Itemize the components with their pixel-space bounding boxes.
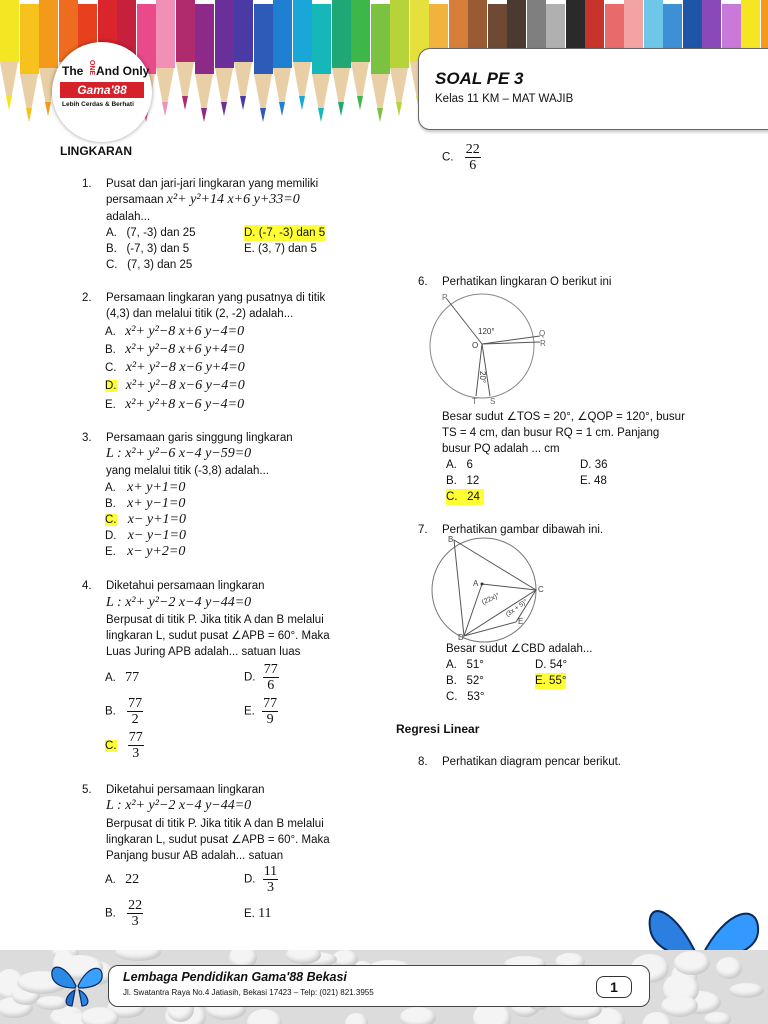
q4-option-b[interactable]: B. $\frac{77}{2}$	[105, 696, 143, 727]
q6-line3: TS = 4 cm, dan busur RQ = 1 cm. Panjang	[442, 427, 660, 439]
q6-angle-20: 20°	[478, 371, 487, 384]
pebble-decoration	[400, 1007, 435, 1024]
q6-label-o: O	[472, 341, 479, 350]
pencil-decoration	[215, 0, 234, 148]
title-box	[418, 48, 768, 130]
q6-option-a[interactable]: A. 6	[446, 459, 473, 471]
q4-line3: Berpusat di titik P. Jika titik A dan B melalui	[106, 614, 324, 626]
q1-line1: Pusat dan jari-jari lingkaran yang memiliki	[106, 178, 319, 190]
q7-label-c: C	[538, 585, 544, 594]
logo-text-one: ONE	[88, 60, 95, 76]
gama88-logo	[52, 42, 152, 142]
pencil-decoration	[293, 0, 312, 142]
pencil-decoration	[351, 0, 370, 142]
pencil-decoration	[273, 0, 292, 148]
q6-circle-figure	[422, 290, 548, 410]
q1-option-e[interactable]: E. (3, 7) dan 5	[244, 243, 317, 255]
logo-tagline: Lebih Cerdas & Berhati	[62, 101, 134, 108]
q3-line1: Persamaan garis singgung lingkaran	[106, 432, 293, 444]
pebble-decoration	[345, 1013, 369, 1024]
q1-option-d[interactable]: D. (-7, -3) dan 5	[244, 227, 326, 239]
q1-line2: persamaan x²+ y²+14 x+6 y+33=0	[106, 192, 300, 207]
q6-option-c[interactable]: C. 24	[446, 489, 484, 505]
q5-option-b[interactable]: B. $\frac{22}{3}$	[105, 898, 143, 929]
q6-line4: busur PQ adalah ... cm	[442, 443, 560, 455]
q6-line1: Perhatikan lingkaran O berikut ini	[442, 276, 612, 288]
q6-option-e[interactable]: E. 48	[580, 475, 607, 487]
q7-line1: Perhatikan gambar dibawah ini.	[442, 524, 604, 536]
q4-option-d[interactable]: D. $\frac{77}{6}$	[244, 662, 278, 693]
q3-option-c[interactable]: C. x− y+1=0	[105, 512, 186, 527]
q5-line1: Diketahui persamaan lingkaran	[106, 784, 265, 796]
section-heading-lingkaran: LINGKARAN	[60, 144, 132, 158]
page-subtitle: Kelas 11 KM – MAT WAJIB	[435, 93, 574, 105]
q7-label-d: D	[458, 633, 464, 642]
q3-option-a[interactable]: A. x+ y+1=0	[105, 480, 186, 495]
pebble-decoration	[247, 1009, 283, 1024]
q3-number: 3.	[82, 432, 92, 444]
q1-line3: adalah...	[106, 211, 151, 223]
pencil-decoration	[20, 4, 39, 154]
q7-option-d[interactable]: D. 54°	[535, 659, 568, 671]
q6-label-p: P	[442, 293, 448, 302]
q1-option-b[interactable]: B. (-7, 3) dan 5	[106, 243, 190, 255]
pencil-decoration	[371, 4, 390, 154]
q6-label-t: T	[472, 397, 477, 406]
q2-option-e[interactable]: E. x²+ y²+8 x−6 y−4=0	[105, 397, 245, 412]
q5-number: 5.	[82, 784, 92, 796]
pencil-decoration	[312, 4, 331, 154]
q6-label-r: R	[540, 339, 546, 348]
q4-option-a[interactable]: A. 77	[105, 670, 140, 685]
q3-option-d[interactable]: D. x− y−1=0	[105, 528, 186, 543]
q5-equation: L : x²+ y²−2 x−4 y−44=0	[106, 798, 252, 813]
q5-option-c[interactable]: C. $\frac{22}{6}$	[442, 142, 480, 173]
q3-line3: yang melalui titik (-3,8) adalah...	[106, 465, 269, 477]
q7-option-b[interactable]: B. 52°	[446, 675, 484, 687]
q7-label-e: E	[518, 617, 524, 626]
small-butterfly-icon	[46, 960, 106, 1010]
section-heading-regresi-linear: Regresi Linear	[396, 722, 480, 736]
q6-option-d[interactable]: D. 36	[580, 459, 608, 471]
footer-box	[108, 965, 650, 1007]
q1-option-c[interactable]: C. (7, 3) dan 25	[106, 259, 193, 271]
q4-option-e[interactable]: E. $\frac{77}{9}$	[244, 696, 278, 727]
pencil-decoration	[195, 4, 214, 154]
pencil-decoration	[234, 0, 253, 142]
q5-line4: lingkaran L, sudut pusat ∠APB = 60°. Maka	[106, 834, 330, 846]
q7-label-b: B	[448, 535, 454, 544]
q5-line3: Berpusat di titik P. Jika titik A dan B melalui	[106, 818, 324, 830]
q6-label-q: Q	[539, 329, 546, 338]
pebble-decoration	[661, 995, 698, 1017]
pebble-decoration	[674, 951, 710, 975]
page-title: SOAL PE 3	[435, 69, 524, 88]
q4-number: 4.	[82, 580, 92, 592]
pebble-decoration	[716, 957, 742, 979]
q6-line2: Besar sudut ∠TOS = 20°, ∠QOP = 120°, busur	[442, 411, 685, 423]
q2-line1: Persamaan lingkaran yang pusatnya di titik	[106, 292, 326, 304]
q5-option-e[interactable]: E. 11	[244, 906, 272, 921]
pebble-decoration	[729, 983, 764, 998]
q3-option-e[interactable]: E. x− y+2=0	[105, 544, 186, 559]
pencil-decoration	[332, 0, 351, 148]
pebble-decoration	[704, 1012, 731, 1024]
q7-circle-figure	[420, 534, 550, 644]
q7-angle-22x: (22x)°	[480, 592, 501, 607]
q6-option-b[interactable]: B. 12	[446, 475, 480, 487]
q4-line1: Diketahui persamaan lingkaran	[106, 580, 265, 592]
footer-organization: Lembaga Pendidikan Gama'88 Bekasi	[123, 970, 347, 984]
q8-line1: Perhatikan diagram pencar berikut.	[442, 756, 621, 768]
q1-number: 1.	[82, 178, 92, 190]
q1-equation: x²+ y²+14 x+6 y+33=0	[166, 192, 300, 207]
q2-option-b[interactable]: B. x²+ y²−8 x+6 y+4=0	[105, 342, 245, 357]
q7-line2: Besar sudut ∠CBD adalah...	[446, 643, 593, 655]
q2-option-a[interactable]: A. x²+ y²−8 x+6 y−4=0	[105, 324, 245, 339]
q7-angle-3x5: (3x + 5)°	[504, 598, 529, 619]
logo-text-and-only: And Only	[96, 64, 150, 78]
q2-option-d[interactable]: D. x²+ y²−8 x−6 y−4=0	[105, 378, 245, 393]
q2-line2: (4,3) dan melalui titik (2, -2) adalah...	[106, 308, 294, 320]
q7-option-c[interactable]: C. 53°	[446, 691, 485, 703]
q5-line5: Panjang busur AB adalah... satuan	[106, 850, 284, 862]
q4-line5: Luas Juring APB adalah... satuan luas	[106, 646, 301, 658]
q7-option-a[interactable]: A. 51°	[446, 659, 484, 671]
pebble-decoration	[115, 950, 161, 961]
q7-label-a: A	[473, 579, 479, 588]
footer-address: Jl. Swatantra Raya No.4 Jatiasih, Bekasi 17423 – Telp: (021) 821.3955	[123, 988, 374, 997]
q2-number: 2.	[82, 292, 92, 304]
page-number: 1	[596, 976, 632, 998]
q6-label-s: S	[490, 397, 496, 406]
q4-equation: L : x²+ y²−2 x−4 y−44=0	[106, 595, 252, 610]
q8-number: 8.	[418, 756, 428, 768]
pencil-decoration	[0, 0, 19, 142]
logo-brand: Gama'88	[60, 82, 144, 98]
q1-option-a[interactable]: A. (7, -3) dan 25	[106, 227, 196, 239]
q7-number: 7.	[418, 524, 428, 536]
q5-option-d[interactable]: D. $\frac{11}{3}$	[244, 864, 278, 895]
q5-option-a[interactable]: A. 22	[105, 872, 140, 887]
pencil-decoration	[254, 4, 273, 154]
pencil-decoration	[156, 0, 175, 148]
q2-option-c[interactable]: C. x²+ y²−8 x−6 y+4=0	[105, 360, 245, 375]
pencil-decoration	[390, 0, 409, 148]
q4-option-c[interactable]: C. $\frac{77}{3}$	[105, 730, 143, 761]
q7-option-e[interactable]: E. 55°	[535, 675, 567, 687]
q6-number: 6.	[418, 276, 428, 288]
q3-option-b[interactable]: B. x+ y−1=0	[105, 496, 186, 511]
q4-line4: lingkaran L, sudut pusat ∠APB = 60°. Maka	[106, 630, 330, 642]
pencil-decoration	[176, 0, 195, 142]
logo-text-the: The	[62, 64, 84, 78]
q3-equation: L : x²+ y²−6 x−4 y−59=0	[106, 446, 252, 461]
q6-angle-120: 120°	[478, 327, 495, 336]
